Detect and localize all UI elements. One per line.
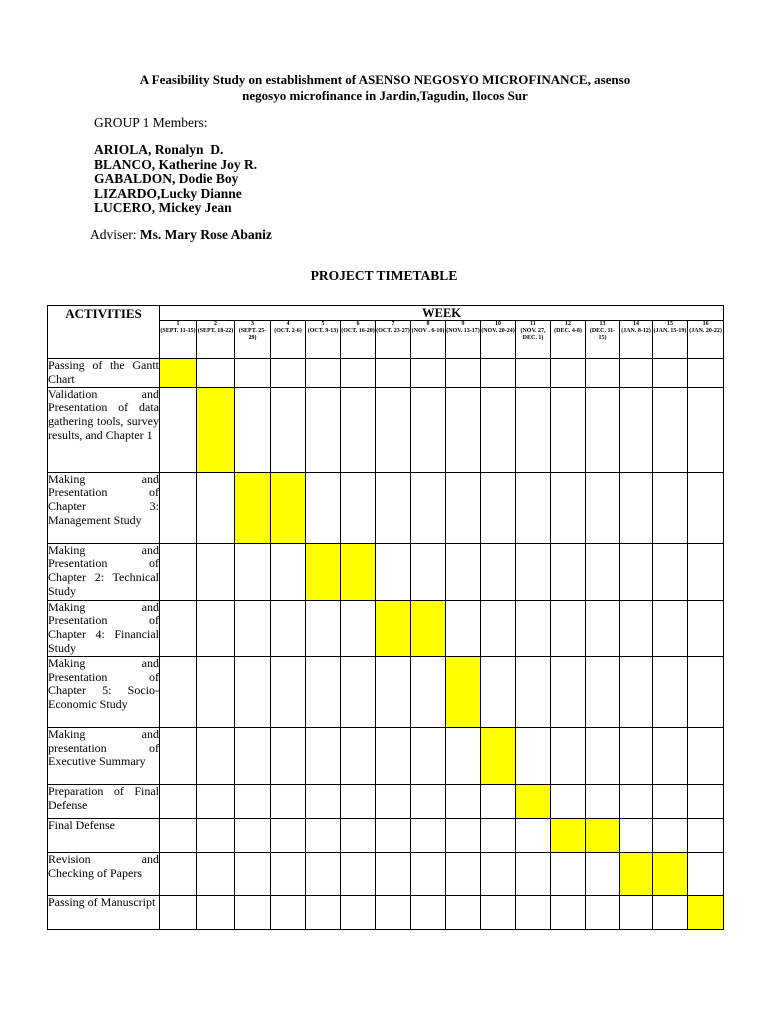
week-cell <box>688 656 724 727</box>
week-column-header <box>197 321 235 359</box>
week-date-range: (NOV . 6-10) <box>411 328 445 334</box>
week-cell <box>376 818 411 852</box>
week-cell <box>586 472 620 543</box>
week-cell <box>411 727 446 784</box>
week-cell <box>411 387 446 472</box>
week-cell <box>620 784 653 818</box>
week-number: 6 <box>356 321 360 327</box>
week-cell <box>306 472 341 543</box>
week-cell <box>586 359 620 388</box>
week-date-range: (SEPT. 25-29) <box>238 328 267 341</box>
week-cell <box>586 727 620 784</box>
week-cell <box>197 895 235 929</box>
week-cell <box>197 600 235 656</box>
activity-row <box>48 656 724 727</box>
week-cell <box>586 600 620 656</box>
week-cell <box>653 543 688 600</box>
week-cell <box>516 656 551 727</box>
week-number: 1 <box>176 321 180 327</box>
week-cell <box>341 387 376 472</box>
week-cell <box>271 818 306 852</box>
scheduled-week-cell <box>197 387 235 472</box>
week-cell <box>481 818 516 852</box>
week-cell <box>271 727 306 784</box>
week-cell <box>481 600 516 656</box>
week-date-range: (DEC. 11-15) <box>589 328 616 341</box>
week-cell <box>516 818 551 852</box>
title-line-2: negosyo microfinance in Jardin,Tagudin, Ilocos Sur <box>242 88 528 103</box>
week-column-header <box>446 321 481 359</box>
week-cell <box>481 852 516 895</box>
week-cell <box>376 895 411 929</box>
week-cell <box>551 543 586 600</box>
week-cell <box>376 359 411 388</box>
week-header: WEEK <box>160 306 724 321</box>
week-cell <box>586 852 620 895</box>
week-cell <box>446 600 481 656</box>
scheduled-week-cell <box>516 784 551 818</box>
scheduled-week-cell <box>688 895 724 929</box>
week-cell <box>306 387 341 472</box>
week-cell <box>516 600 551 656</box>
week-cell <box>411 895 446 929</box>
week-cell <box>160 543 197 600</box>
week-cell <box>653 727 688 784</box>
week-cell <box>516 852 551 895</box>
activity-row <box>48 784 724 818</box>
gantt-table <box>47 305 724 930</box>
week-cell <box>271 895 306 929</box>
week-cell <box>551 784 586 818</box>
week-cell <box>271 359 306 388</box>
activity-row <box>48 600 724 656</box>
activity-name: Making and Presentation of Chapter 3: Management Study <box>48 472 160 543</box>
members-list <box>94 143 257 216</box>
week-cell <box>341 818 376 852</box>
scheduled-week-cell <box>481 727 516 784</box>
week-cell <box>688 600 724 656</box>
week-cell <box>688 543 724 600</box>
week-cell <box>271 543 306 600</box>
week-number: 16 <box>702 321 709 327</box>
week-cell <box>341 359 376 388</box>
scheduled-week-cell <box>271 472 306 543</box>
week-cell <box>341 472 376 543</box>
scheduled-week-cell <box>341 543 376 600</box>
week-cell <box>688 359 724 388</box>
week-cell <box>481 656 516 727</box>
week-cell <box>653 387 688 472</box>
week-cell <box>586 387 620 472</box>
activity-name: Validation and Presentation of data gathering tools, survey results, and Chapter 1 <box>48 387 160 472</box>
week-cell <box>160 852 197 895</box>
week-number: 14 <box>633 321 639 327</box>
week-cell <box>235 818 271 852</box>
week-cell <box>446 359 481 388</box>
week-column-header <box>516 321 551 359</box>
week-cell <box>481 543 516 600</box>
activity-name: Making and Presentation of Chapter 2: Technical Study <box>48 543 160 600</box>
week-cell <box>411 852 446 895</box>
scheduled-week-cell <box>653 852 688 895</box>
week-cell <box>271 784 306 818</box>
week-cell <box>688 852 724 895</box>
activity-row <box>48 359 724 388</box>
week-cell <box>551 852 586 895</box>
week-cell <box>376 727 411 784</box>
week-number: 15 <box>667 321 673 327</box>
week-cell <box>481 895 516 929</box>
week-cell <box>481 472 516 543</box>
week-cell <box>688 387 724 472</box>
week-column-header <box>341 321 376 359</box>
week-cell <box>197 727 235 784</box>
week-cell <box>446 784 481 818</box>
week-column-header <box>376 321 411 359</box>
week-cell <box>271 852 306 895</box>
week-cell <box>160 818 197 852</box>
week-cell <box>411 359 446 388</box>
week-cell <box>160 656 197 727</box>
member-name: ARIOLA, Ronalyn D. <box>94 142 224 157</box>
week-cell <box>446 387 481 472</box>
week-cell <box>516 895 551 929</box>
week-cell <box>271 387 306 472</box>
week-cell <box>341 852 376 895</box>
week-cell <box>586 543 620 600</box>
week-column-header <box>551 321 586 359</box>
week-cell <box>446 818 481 852</box>
week-cell <box>306 600 341 656</box>
week-cell <box>551 359 586 388</box>
week-cell <box>341 895 376 929</box>
week-cell <box>411 472 446 543</box>
week-cell <box>235 727 271 784</box>
activity-row <box>48 387 724 472</box>
week-number: 5 <box>321 321 325 327</box>
week-cell <box>481 359 516 388</box>
week-cell <box>341 600 376 656</box>
scheduled-week-cell <box>306 543 341 600</box>
scheduled-week-cell <box>235 472 271 543</box>
week-cell <box>306 852 341 895</box>
adviser-line <box>90 227 272 243</box>
activity-name: Preparation of Final Defense <box>48 784 160 818</box>
week-cell <box>688 784 724 818</box>
week-cell <box>197 359 235 388</box>
week-cell <box>235 784 271 818</box>
week-cell <box>620 543 653 600</box>
week-date-range: (SEPT. 18-22) <box>197 328 234 334</box>
week-cell <box>306 784 341 818</box>
week-cell <box>586 656 620 727</box>
title-line-1: A Feasibility Study on establishment of ASENSO NEGOSYO MICROFINANCE, asenso <box>139 72 631 87</box>
week-date-range: (NOV. 27, DEC. 1) <box>520 328 546 341</box>
week-cell <box>653 359 688 388</box>
week-column-header <box>688 321 724 359</box>
activity-row <box>48 852 724 895</box>
week-date-range: (OCT. 2-6) <box>274 328 302 334</box>
timetable-title: PROJECT TIMETABLE <box>310 268 458 283</box>
group-label: GROUP 1 Members: <box>94 115 208 130</box>
week-column-header <box>620 321 653 359</box>
week-number: 8 <box>426 321 430 327</box>
week-cell <box>516 543 551 600</box>
member-name: LUCERO, Mickey Jean <box>94 200 232 215</box>
week-cell <box>197 543 235 600</box>
week-cell <box>516 387 551 472</box>
week-cell <box>516 359 551 388</box>
week-column-header <box>235 321 271 359</box>
week-cell <box>586 784 620 818</box>
week-cell <box>620 727 653 784</box>
adviser-label: Adviser: <box>90 227 137 242</box>
week-cell <box>551 472 586 543</box>
activities-header: ACTIVITIES <box>48 306 160 359</box>
activity-name: Passing of the Gantt Chart <box>48 358 159 386</box>
week-cell <box>411 818 446 852</box>
week-cell <box>197 472 235 543</box>
week-cell <box>620 656 653 727</box>
activity-row <box>48 543 724 600</box>
week-cell <box>160 895 197 929</box>
week-number: 10 <box>495 321 501 327</box>
week-cell <box>235 852 271 895</box>
week-cell <box>411 784 446 818</box>
week-cell <box>341 784 376 818</box>
week-cell <box>160 600 197 656</box>
week-number: 13 <box>599 321 606 327</box>
member-name: LIZARDO,Lucky Dianne <box>94 185 242 201</box>
week-cell <box>516 472 551 543</box>
week-cell <box>197 784 235 818</box>
scheduled-week-cell <box>586 818 620 852</box>
scheduled-week-cell <box>411 600 446 656</box>
week-cell <box>376 472 411 543</box>
week-column-header <box>586 321 620 359</box>
week-cell <box>551 656 586 727</box>
week-cell <box>271 600 306 656</box>
week-number: 2 <box>214 321 217 327</box>
week-column-header <box>481 321 516 359</box>
week-number: 12 <box>565 321 571 327</box>
activity-name: Making and presentation of Executive Summary <box>48 727 160 784</box>
week-cell <box>376 784 411 818</box>
member-name: BLANCO, Katherine Joy R. <box>94 156 258 172</box>
activity-name: Final Defense <box>48 818 160 852</box>
scheduled-week-cell <box>160 359 197 388</box>
week-cell <box>160 784 197 818</box>
week-date-range: (DEC. 4-8) <box>554 328 582 334</box>
week-cell <box>271 656 306 727</box>
week-column-header <box>271 321 306 359</box>
week-cell <box>197 852 235 895</box>
activity-row <box>48 727 724 784</box>
week-date-range: (JAN. 20-22) <box>689 328 722 334</box>
adviser-name: Ms. Mary Rose Abaniz <box>139 227 272 242</box>
week-date-range: (NOV. 20-24) <box>481 328 515 334</box>
week-cell <box>620 387 653 472</box>
activity-name: Revision and Checking of Papers <box>48 852 160 895</box>
week-cell <box>620 818 653 852</box>
activity-row <box>48 895 724 929</box>
activity-row <box>48 472 724 543</box>
week-cell <box>551 895 586 929</box>
week-cell <box>620 472 653 543</box>
week-cell <box>446 895 481 929</box>
week-cell <box>160 472 197 543</box>
week-date-range: (JAN. 15-19) <box>653 328 687 334</box>
week-cell <box>235 600 271 656</box>
week-cell <box>306 656 341 727</box>
week-cell <box>481 784 516 818</box>
week-cell <box>688 727 724 784</box>
week-column-header <box>411 321 446 359</box>
week-date-range: (OCT. 23-27) <box>376 328 410 334</box>
week-cell <box>235 359 271 388</box>
week-cell <box>341 656 376 727</box>
week-cell <box>411 543 446 600</box>
scheduled-week-cell <box>376 600 411 656</box>
week-cell <box>306 818 341 852</box>
week-cell <box>446 727 481 784</box>
week-cell <box>653 784 688 818</box>
week-cell <box>653 656 688 727</box>
week-cell <box>688 818 724 852</box>
week-cell <box>620 895 653 929</box>
week-cell <box>653 472 688 543</box>
week-cell <box>306 727 341 784</box>
week-cell <box>376 852 411 895</box>
week-cell <box>446 543 481 600</box>
week-number: 7 <box>391 321 395 327</box>
document-title <box>60 72 710 104</box>
week-cell <box>306 895 341 929</box>
week-cell <box>620 359 653 388</box>
activity-name: Passing of Manuscript <box>48 895 160 929</box>
scheduled-week-cell <box>620 852 653 895</box>
week-date-range: (OCT. 9-13) <box>307 328 339 334</box>
week-cell <box>481 387 516 472</box>
week-cell <box>688 472 724 543</box>
week-cell <box>197 818 235 852</box>
activity-row <box>48 818 724 852</box>
week-date-range: (NOV. 13-17) <box>446 328 480 334</box>
week-cell <box>516 727 551 784</box>
week-cell <box>306 359 341 388</box>
activity-name: Making and Presentation of Chapter 4: Financial Study <box>48 600 159 655</box>
week-date-range: (OCT. 16-20) <box>341 328 375 334</box>
week-cell <box>376 656 411 727</box>
week-cell <box>653 600 688 656</box>
scheduled-week-cell <box>446 656 481 727</box>
week-date-range: (JAN. 8-12) <box>621 328 651 334</box>
week-number: 11 <box>530 321 536 327</box>
week-cell <box>235 656 271 727</box>
week-cell <box>586 895 620 929</box>
week-column-header <box>653 321 688 359</box>
week-cell <box>620 600 653 656</box>
week-cell <box>411 656 446 727</box>
week-cell <box>446 472 481 543</box>
week-cell <box>235 387 271 472</box>
week-cell <box>653 895 688 929</box>
week-cell <box>235 543 271 600</box>
week-number: 4 <box>286 321 290 327</box>
week-number: 3 <box>251 321 254 327</box>
week-cell <box>376 543 411 600</box>
week-cell <box>653 818 688 852</box>
week-date-range: (SEPT. 11-15) <box>160 328 196 334</box>
week-cell <box>446 852 481 895</box>
week-cell <box>551 387 586 472</box>
week-cell <box>551 600 586 656</box>
week-cell <box>376 387 411 472</box>
scheduled-week-cell <box>551 818 586 852</box>
week-column-header <box>160 321 197 359</box>
week-cell <box>551 727 586 784</box>
activity-name: Making and Presentation of Chapter 5: Socio-Economic Study <box>48 656 160 727</box>
week-column-header <box>306 321 341 359</box>
week-cell <box>235 895 271 929</box>
week-cell <box>160 387 197 472</box>
member-name: GABALDON, Dodie Boy <box>94 171 239 186</box>
week-cell <box>160 727 197 784</box>
week-cell <box>341 727 376 784</box>
week-cell <box>197 656 235 727</box>
week-number: 9 <box>461 321 465 327</box>
